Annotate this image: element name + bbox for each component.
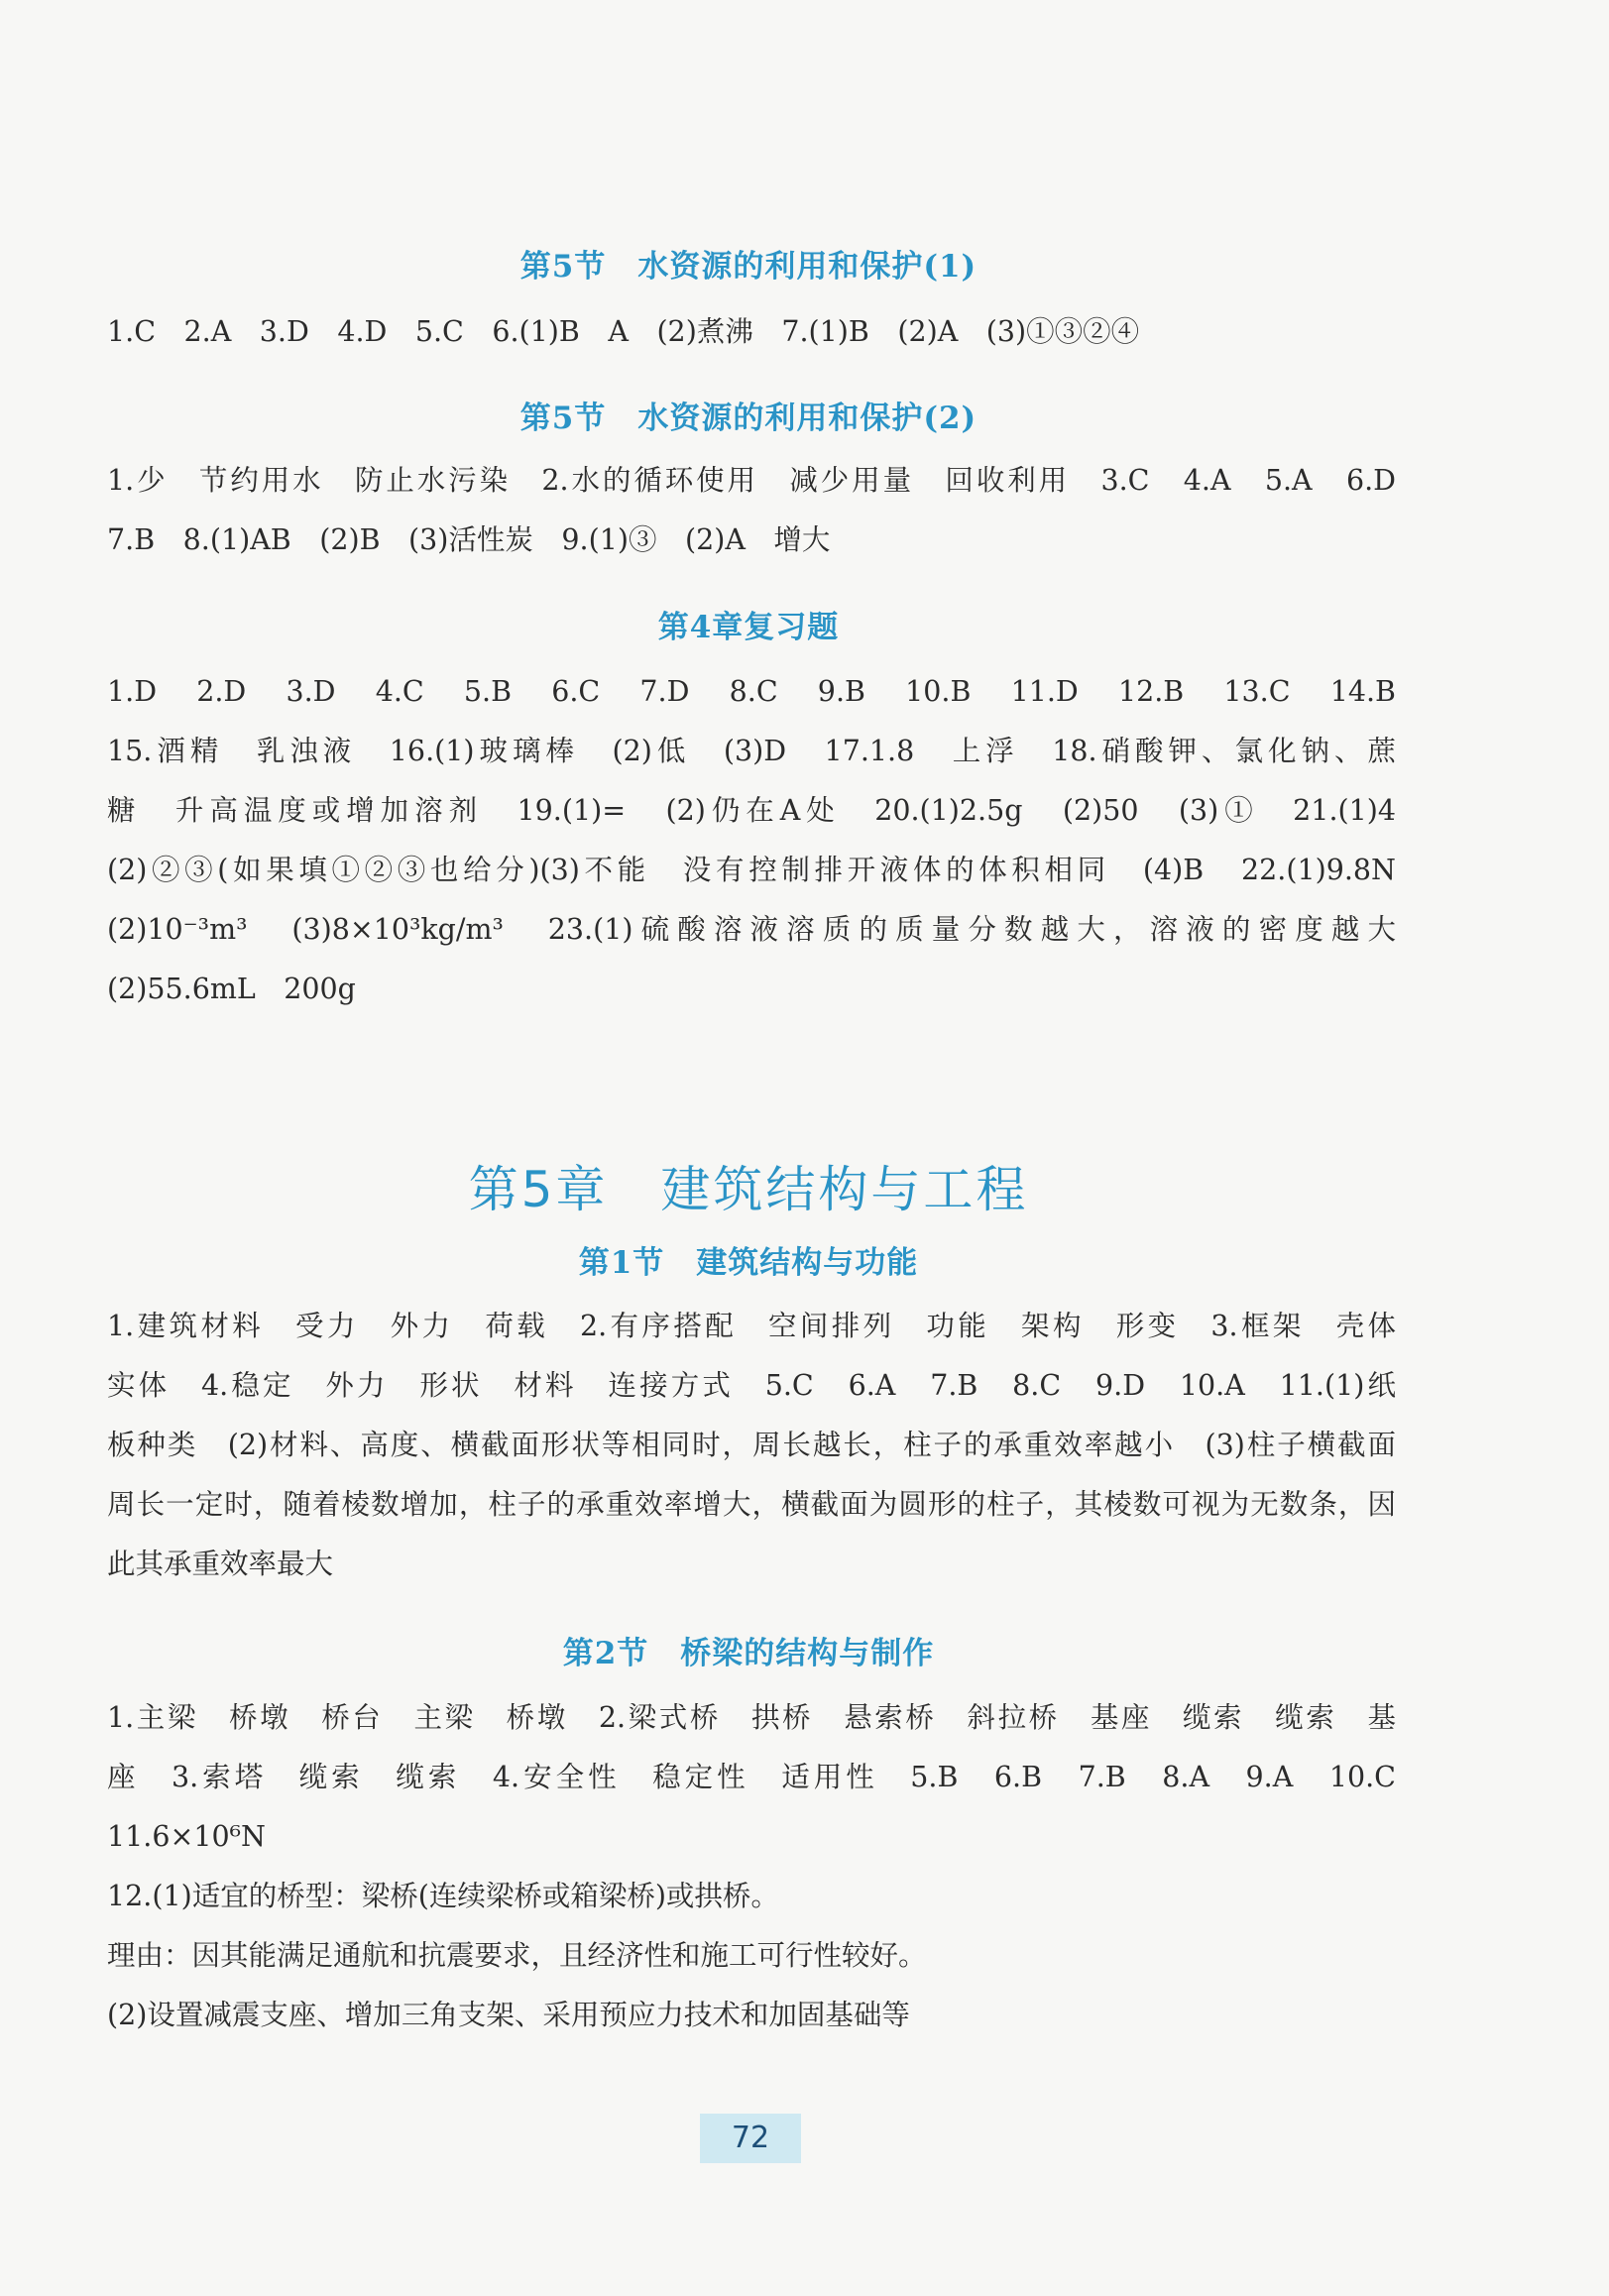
section-heading: 第1节 建筑结构与功能 <box>578 1245 919 1281</box>
answer-line: 1.建筑材料 受力 外力 荷载 2.有序搭配 空间排列 功能 架构 形变 3.框架 壳体 <box>107 1310 1396 1342</box>
answer-line: 座 3.索塔 缆索 缆索 4.安全性 稳定性 适用性 5.B 6.B 7.B 8.A 9.A 10.C <box>107 1761 1396 1793</box>
section-heading: 第4章复习题 <box>657 610 840 645</box>
page-number: 72 <box>700 2114 801 2163</box>
answer-line: 11.6×10⁶N <box>107 1820 266 1853</box>
answer-line: 实体 4.稳定 外力 形状 材料 连接方式 5.C 6.A 7.B 8.C 9.D 10.A 11.(1)纸 <box>107 1369 1396 1402</box>
answer-line: 糖 升高温度或增加溶剂 19.(1)= (2)仍在A处 20.(1)2.5g (2)50 (3)① 21.(1)4 <box>107 794 1396 827</box>
answer-line: 1.主梁 桥墩 桥台 主梁 桥墩 2.梁式桥 拱桥 悬索桥 斜拉桥 基座 缆索 缆索 基 <box>107 1701 1396 1734</box>
answer-line: 7.B 8.(1)AB (2)B (3)活性炭 9.(1)③ (2)A 增大 <box>107 523 831 556</box>
answer-line: 12.(1)适宜的桥型：梁桥(连续梁桥或箱梁桥)或拱桥。 <box>107 1880 779 1912</box>
answer-line: (2)55.6mL 200g <box>107 973 356 1005</box>
answer-line: (2)设置减震支座、增加三角支架、采用预应力技术和加固基础等 <box>107 1999 910 2031</box>
answer-line: (2)②③(如果填①②③也给分)(3)不能 没有控制排开液体的体积相同 (4)B 22.(1)9.8N <box>107 854 1396 886</box>
chapter-title: 第5章 建筑结构与工程 <box>468 1161 1029 1218</box>
answer-line: 此其承重效率最大 <box>107 1548 334 1580</box>
section-heading: 第2节 桥梁的结构与制作 <box>562 1636 935 1671</box>
answer-line: 15.酒精 乳浊液 16.(1)玻璃棒 (2)低 (3)D 17.1.8 上浮 18.硝酸钾、氯化钠、蔗 <box>107 735 1396 767</box>
answer-line: 周长一定时，随着棱数增加，柱子的承重效率增大，横截面为圆形的柱子，其棱数可视为无数条，因 <box>107 1488 1396 1521</box>
answer-line: 理由：因其能满足通航和抗震要求，且经济性和施工可行性较好。 <box>107 1939 927 1972</box>
answer-line: 板种类 (2)材料、高度、横截面形状等相同时，周长越长，柱子的承重效率越小 (3)柱子横截面 <box>107 1429 1396 1461</box>
answer-line: 1.C 2.A 3.D 4.D 5.C 6.(1)B A (2)煮沸 7.(1)B (2)A (3)①③②④ <box>107 315 1140 348</box>
section-heading: 第5节 水资源的利用和保护(1) <box>519 249 977 285</box>
answer-line: 1.D 2.D 3.D 4.C 5.B 6.C 7.D 8.C 9.B 10.B 11.D 12.B 13.C 14.B <box>107 675 1396 708</box>
answer-line: (2)10⁻³m³ (3)8×10³kg/m³ 23.(1)硫酸溶液溶质的质量分数越大，溶液的密度越大 <box>107 913 1396 946</box>
section-heading: 第5节 水资源的利用和保护(2) <box>519 401 977 436</box>
answer-line: 1.少 节约用水 防止水污染 2.水的循环使用 减少用量 回收利用 3.C 4.A 5.A 6.D <box>107 464 1396 497</box>
